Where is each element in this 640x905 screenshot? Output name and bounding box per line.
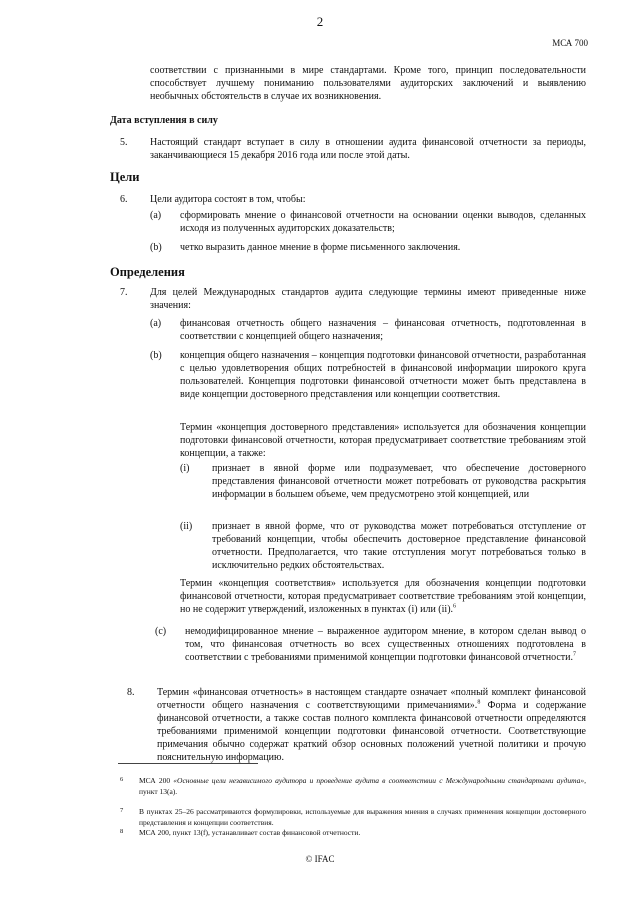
definition-b-text: концепция общего назначения – концепция подготовки финансовой отчетности, разработанная с целью удовлетворения общих потребностей в финансовой информации широкого круга пользователей. Концепция подготовки финансовой отчетности может быть представлена в виде концепции достоверного представления или концепции соответствия.	[180, 350, 586, 400]
footnote-6-text: МСА 200 «Основные цели независимого аудитора и проведение аудита в соответствии с Международными стандартами аудита», пункт 13(a).	[139, 776, 586, 796]
para-7-number: 7.	[120, 287, 128, 298]
footnote-7-text: В пунктах 25–26 рассматриваются формулировки, используемые для выражения мнения в случаях применения концепции достоверного представления и концепции соответствия.	[139, 807, 586, 827]
objective-a-label: (a)	[150, 210, 162, 221]
fair-item-i-label: (i)	[180, 463, 190, 474]
compliance-framework-text: Термин «концепция соответствия» используется для обозначения концепции подготовки финансовой отчетности, которая предусматривает соответствие требованиям этой концепции, но не содержит утверждений, изложенных в пунктах (i) или (ii).$^6$	[180, 578, 586, 615]
objectives-heading: Цели	[110, 170, 140, 184]
intro-paragraph: соответствии с признанными в мире стандартами. Кроме того, принцип последовательности способствует лучшему пониманию пользователями аудиторских заключений и выявлению необычных обстоятельств в случае их возникновения.	[150, 65, 586, 102]
copyright-footer: © IFAC	[305, 854, 335, 864]
objective-b-text: четко выразить данное мнение в форме письменного заключения.	[180, 242, 461, 253]
fair-item-i-text: признает в явной форме или подразумевает, что обеспечение достоверного представления финансовой отчетности может потребовать от руководства раскрытия информации в большем объеме, чем предусмотрено этой концепцией, или	[212, 463, 586, 500]
footnote-ref-6[interactable]: 6	[453, 603, 457, 610]
document-code: МСА 700	[552, 38, 588, 48]
footnote-6-number: 6	[120, 776, 124, 783]
para-8-number: 8.	[127, 687, 135, 698]
definition-a-text: финансовая отчетность общего назначения – финансовая отчетность, подготовленная в соответствии с концепцией общего назначения;	[180, 318, 586, 342]
fair-item-ii-text: признает в явной форме, что от руководства может потребоваться отступление от требований концепции, чтобы обеспечить достоверное представление финансовой отчетности. Предполагается, что такие отступления могут потребоваться только в исключительно редких обстоятельствах.	[212, 521, 586, 571]
page-number: 2	[316, 14, 324, 29]
para-5-text: Настоящий стандарт вступает в силу в отношении аудита финансовой отчетности за периоды, заканчивающиеся 15 декабря 2016 года или после этой даты.	[150, 137, 586, 161]
para-8-text: Термин «финансовая отчетность» в настоящем стандарте означает «полный комплект финансовой отчетности общего назначения с соответствующими примечаниями».$^8$ Форма и содержание финансовой отчетности, а также состав полного комплекта финансовой отчетности определяются требованиями применимой концепции подготовки финансовой отчетности. Соответствующие примечания обычно содержат краткий обзор основных положений учетной политики и прочую пояснительную информацию.	[157, 687, 587, 763]
footnote-ref-7[interactable]: 7	[573, 651, 577, 658]
para-6-text: Цели аудитора состоят в том, чтобы:	[150, 194, 306, 205]
objective-b-label: (b)	[150, 242, 162, 253]
para-5-number: 5.	[120, 137, 128, 148]
definition-c-text: немодифицированное мнение – выраженное аудитором мнение, в котором сделан вывод о том, что финансовая отчетность во всех существенных отношениях подготовлена в соответствии с требованиями применимой концепции подготовки финансовой отчетности.$^7$	[185, 626, 586, 663]
para-6-number: 6.	[120, 194, 128, 205]
fair-presentation-text: Термин «концепция достоверного представления» используется для обозначения концепции подготовки финансовой отчетности, которая предусматривает соответствие требованиям этой концепции, а также:	[180, 422, 586, 459]
fair-item-ii-label: (ii)	[180, 521, 193, 532]
footnote-7-number: 7	[120, 807, 124, 814]
effective-date-heading: Дата вступления в силу	[110, 115, 218, 126]
definition-c-label: (c)	[155, 626, 167, 637]
footnote-8-number: 8	[120, 828, 124, 835]
objective-a-text: сформировать мнение о финансовой отчетности на основании оценки выводов, сделанных исходя из полученных аудиторских доказательств;	[180, 210, 586, 234]
footnote-8-text: МСА 200, пункт 13(f), устанавливает состав финансовой отчетности.	[139, 828, 361, 837]
footnote-ref-8[interactable]: 8	[477, 699, 481, 706]
definition-a-label: (a)	[150, 318, 162, 329]
definitions-heading: Определения	[110, 265, 185, 279]
footnote-divider	[118, 763, 258, 764]
para-7-text: Для целей Международных стандартов аудита следующие термины имеют приведенные ниже значения:	[150, 287, 586, 311]
definition-b-label: (b)	[150, 350, 162, 361]
